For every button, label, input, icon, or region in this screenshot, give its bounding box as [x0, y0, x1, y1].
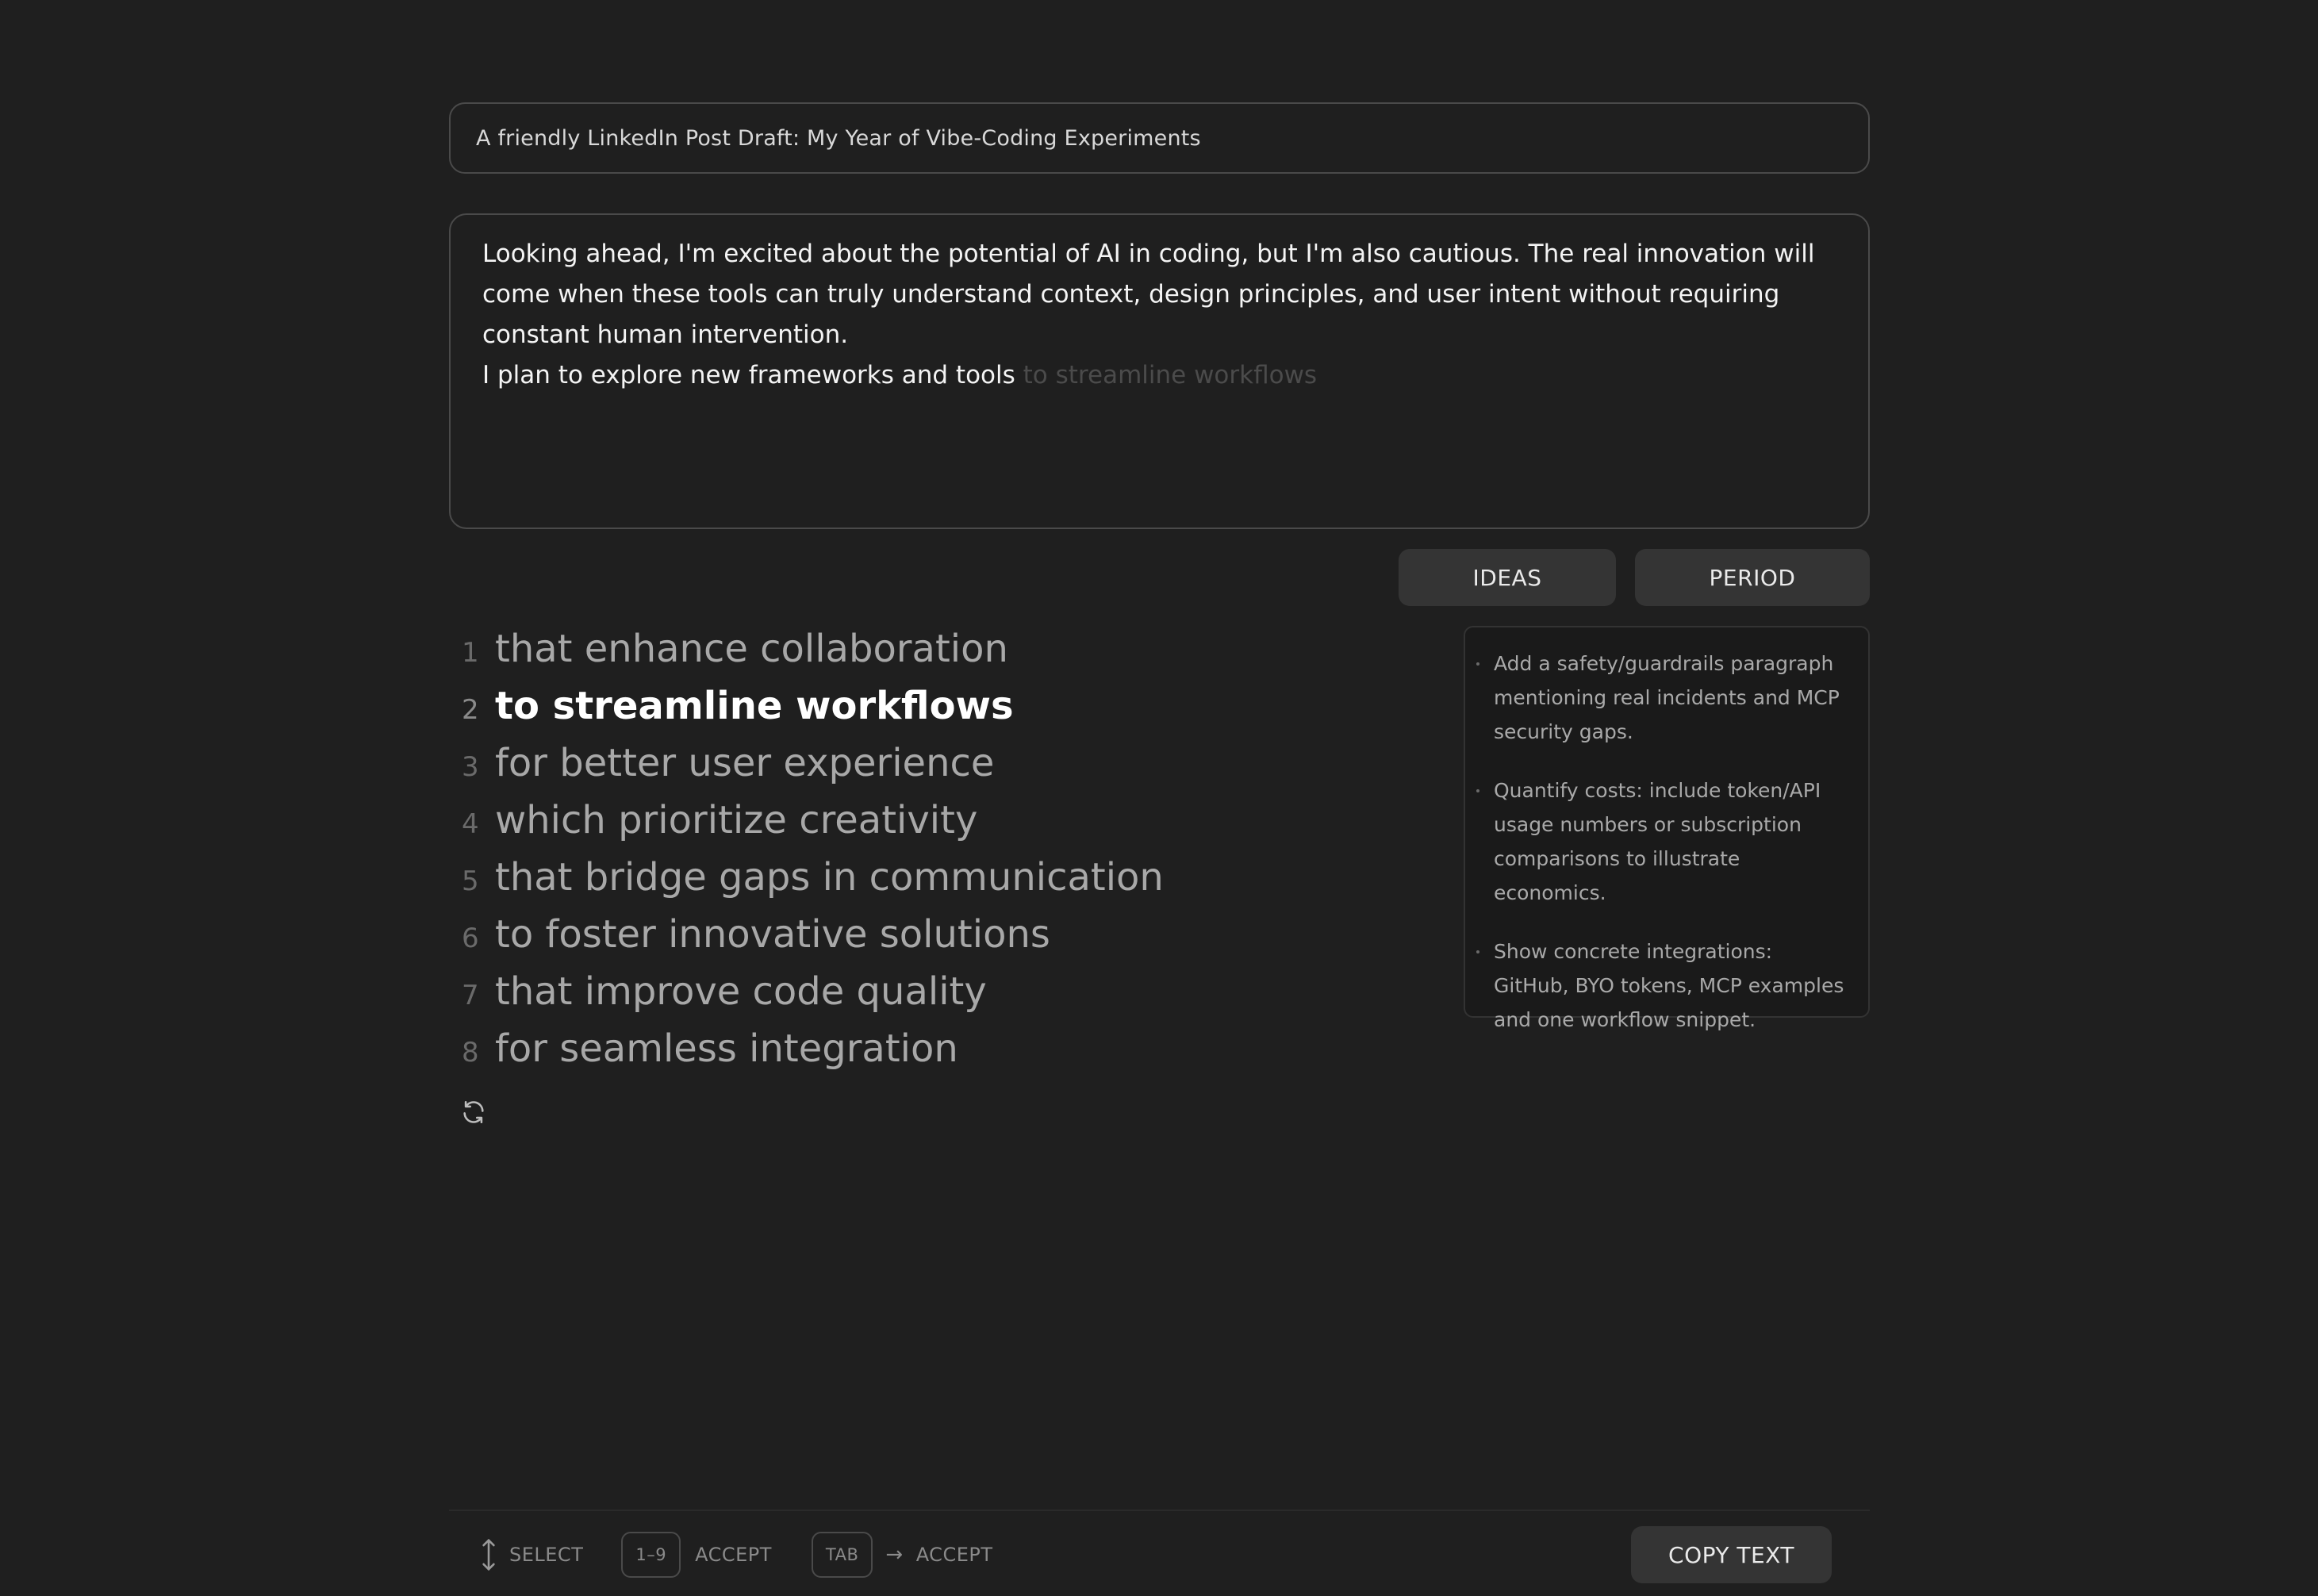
suggestion-text: that bridge gaps in communication	[495, 855, 1164, 900]
refresh-icon[interactable]	[460, 1099, 487, 1126]
suggestion-item-1[interactable]	[462, 627, 1164, 684]
select-hint-label: SELECT	[509, 1544, 584, 1566]
suggestion-number: 1	[462, 637, 479, 669]
title-input[interactable]	[449, 102, 1870, 174]
suggestion-number: 7	[462, 980, 479, 1011]
suggestion-item-4[interactable]	[462, 798, 1164, 855]
suggestion-number: 5	[462, 865, 479, 897]
suggestion-number: 3	[462, 751, 479, 783]
suggestion-item-2[interactable]	[462, 684, 1164, 741]
keyboard-hints	[479, 1531, 993, 1579]
suggestion-text: for better user experience	[495, 741, 995, 785]
tab-key-badge: TAB	[812, 1532, 873, 1578]
suggestion-number: 6	[462, 923, 479, 954]
suggestion-number: 8	[462, 1037, 479, 1068]
suggestion-text: that enhance collaboration	[495, 627, 1008, 671]
accept-hint-label: ACCEPT	[695, 1544, 772, 1566]
tab-accept-hint-label: ACCEPT	[915, 1544, 993, 1566]
footer-divider	[449, 1510, 1870, 1511]
suggestion-list	[462, 627, 1164, 1084]
suggestion-text: to streamline workflows	[495, 684, 1014, 728]
idea-item: Quantify costs: include token/API usage numbers or subscription comparisons to illustrate economics.	[1494, 773, 1851, 910]
idea-item: Add a safety/guardrails paragraph mentioning real incidents and MCP security gaps.	[1494, 646, 1851, 749]
suggestion-item-8[interactable]	[462, 1026, 1164, 1084]
suggestion-item-3[interactable]	[462, 741, 1164, 798]
suggestion-number: 4	[462, 808, 479, 840]
period-button[interactable]: PERIOD	[1635, 549, 1870, 606]
suggestion-item-5[interactable]	[462, 855, 1164, 912]
ideas-panel	[1464, 626, 1870, 1031]
editor-paragraph-1: Looking ahead, I'm excited about the potential of AI in coding, but I'm also cautious. The real innovation will come when these tools can truly understand context, design principles, and user intent without requiring constant human intervention.	[482, 240, 1815, 349]
suggestion-text: which prioritize creativity	[495, 798, 978, 842]
suggestion-number: 2	[462, 694, 479, 726]
idea-item: Show concrete integrations: GitHub, BYO tokens, MCP examples and one workflow snippet.	[1494, 934, 1851, 1037]
arrow-right-icon: →	[885, 1543, 904, 1567]
suggestion-item-7[interactable]	[462, 969, 1164, 1026]
suggestion-text: for seamless integration	[495, 1026, 958, 1071]
title-input-value: A friendly LinkedIn Post Draft: My Year of Vibe-Coding Experiments	[476, 125, 1201, 151]
number-keys-badge: 1–9	[621, 1532, 681, 1578]
up-down-arrow-icon	[479, 1537, 498, 1572]
ghost-completion: to streamline workflows	[1023, 361, 1318, 389]
copy-text-button[interactable]: COPY TEXT	[1631, 1526, 1832, 1583]
ideas-button[interactable]: IDEAS	[1399, 549, 1616, 606]
suggestion-text: to foster innovative solutions	[495, 912, 1050, 957]
editor-paragraph-2	[482, 355, 1836, 396]
editor-typed-text: I plan to explore new frameworks and tools	[482, 361, 1015, 389]
suggestion-text: that improve code quality	[495, 969, 987, 1014]
suggestion-item-6[interactable]	[462, 912, 1164, 969]
post-editor[interactable]	[449, 213, 1870, 529]
